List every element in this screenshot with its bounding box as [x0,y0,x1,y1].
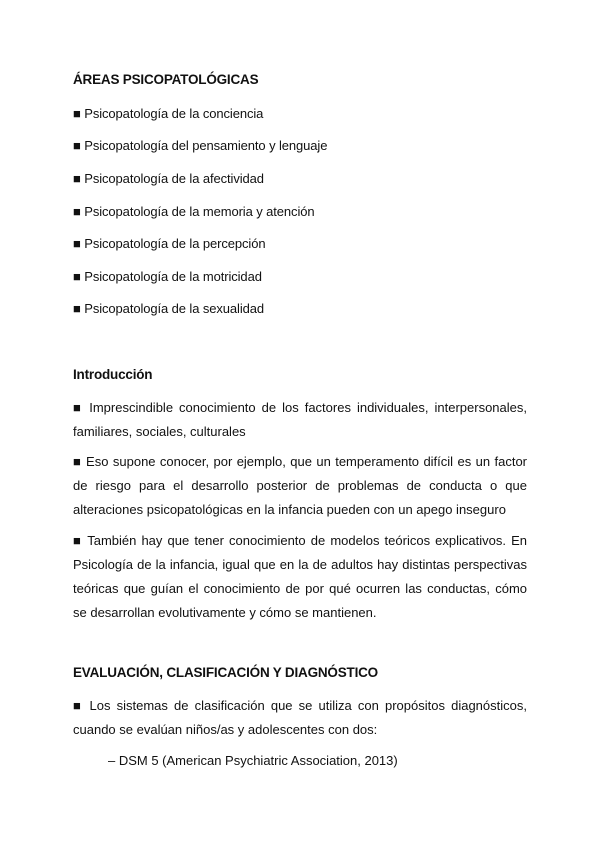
list-item: ■ Psicopatología de la sexualidad [73,301,265,316]
list-item: ■ Psicopatología de la afectividad [73,171,264,186]
paragraph-line: ■ Imprescindible conocimiento de los factores individuales, interpersonales, [73,400,527,415]
section-heading-evaluacion: EVALUACIÓN, CLASIFICACIÓN Y DIAGNÓSTICO [73,665,378,680]
sub-list-item-dsm5: – DSM 5 (American Psychiatric Association, 2013) [108,753,398,768]
paragraph-line: se desarrollan evolutivamente y cómo se mantienen. [73,605,377,620]
paragraph-line: ■ Los sistemas de clasificación que se utiliza con propósitos diagnósticos, [73,698,527,713]
paragraph-line: ■ Eso supone conocer, por ejemplo, que un temperamento difícil es un factor [73,454,527,469]
paragraph-line: familiares, sociales, culturales [73,424,246,439]
list-item: ■ Psicopatología del pensamiento y lenguaje [73,138,328,153]
paragraph-line: ■ También hay que tener conocimiento de modelos teóricos explicativos. En [73,533,527,548]
paragraph-models [73,529,527,625]
paragraph-line: cuando se evalúan niños/as y adolescentes con dos: [73,722,378,737]
section-heading-areas: ÁREAS PSICOPATOLÓGICAS [73,72,259,87]
paragraph-line: Psicología de la infancia, igual que en la de adultos hay distintas perspectivas [73,557,527,572]
section-heading-introduccion: Introducción [73,367,153,382]
paragraph-line: teóricas que guían el conocimiento de por qué ocurren las conductas, cómo [73,581,527,596]
list-item: ■ Psicopatología de la motricidad [73,269,262,284]
paragraph-factors [73,396,527,444]
paragraph-line: alteraciones psicopatológicas en la infancia pueden con un apego inseguro [73,502,506,517]
paragraph-classification [73,694,527,742]
list-item: ■ Psicopatología de la memoria y atención [73,204,315,219]
list-item: ■ Psicopatología de la percepción [73,236,266,251]
list-item: ■ Psicopatología de la conciencia [73,106,264,121]
paragraph-line: de riesgo para el desarrollo posterior de problemas de conducta o que [73,478,527,493]
paragraph-temperament [73,450,527,522]
